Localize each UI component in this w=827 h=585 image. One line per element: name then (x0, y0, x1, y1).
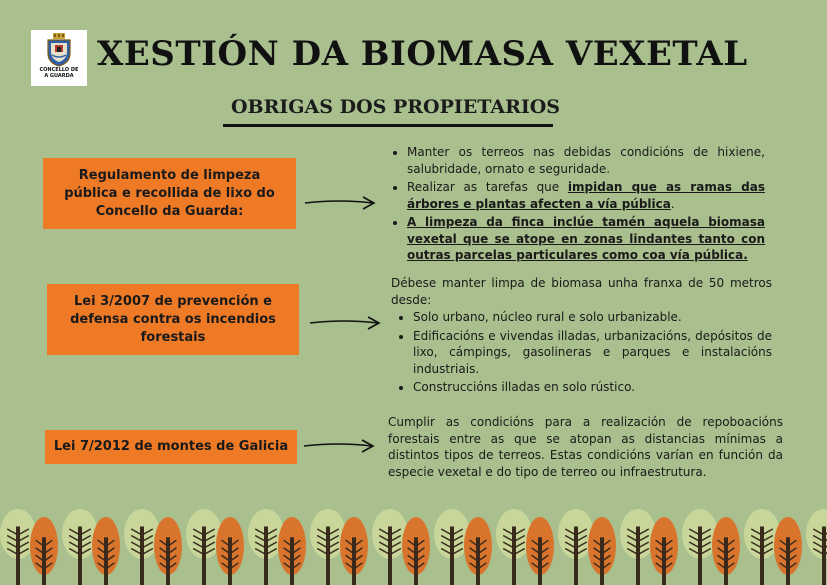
tree-icon (712, 517, 740, 585)
list-item: • Construccións illadas en solo rústico. (413, 379, 772, 396)
list-item: • A limpeza da finca inclúe tamén aquela biomasa vexetal que se atope en zonas lindantes tanto con outras parcelas particulares como coa vía pública. (407, 214, 765, 264)
page-subtitle: OBRIGAS DOS PROPIETARIOS (231, 96, 561, 118)
tree-icon (774, 517, 802, 585)
tree-icon (154, 517, 182, 585)
logo-text-line2: A GUARDA (44, 73, 74, 79)
law-box-lei-3-2007: Lei 3/2007 de prevención e defensa contra os incendios forestais (47, 284, 299, 355)
tree-icon (526, 517, 554, 585)
tree-icon (464, 517, 492, 585)
tree-icon (340, 517, 368, 585)
law-box-regulamento: Regulamento de limpeza pública e recollida de lixo do Concello da Guarda: (43, 158, 296, 229)
tree-icon (650, 517, 678, 585)
list-item: • Edificacións e vivendas illadas, urbanizacións, depósitos de lixo, cámpings, gasolineras e parques e instalacións industriais. (413, 328, 772, 378)
tree-icon (278, 517, 306, 585)
page-title: XESTIÓN DA BIOMASA VEXETAL (97, 34, 748, 74)
tree-icon (216, 517, 244, 585)
coat-of-arms-icon (46, 33, 72, 67)
tree-icon (30, 517, 58, 585)
arrow-right-icon (302, 438, 376, 454)
tree-icon (806, 509, 827, 585)
subtitle-underline (223, 124, 553, 127)
lei-7-2012-obligations: Cumplir as condicións para a realización de repoboacións forestais entre as que se atopan as distancias mínimas a distintos tipos de terreos. Estas condicións varían en función da especie vexetal e do tipo de terreo ou infraestrutura. (388, 415, 783, 479)
lei-3-2007-obligations (391, 275, 772, 398)
arrow-right-icon (308, 315, 382, 331)
list-item: • Solo urbano, núcleo rural e solo urbanizable. (413, 309, 772, 326)
list-item: • Manter os terreos nas debidas condicións de hixiene, salubridade, ornato e seguridade. (407, 144, 765, 177)
list-item: • Realizar as tarefas que impidan que as ramas das árbores e plantas afecten a vía pública. (407, 179, 765, 212)
forest-illustration (0, 505, 827, 585)
concello-logo (31, 30, 87, 86)
intro-text: Débese manter limpa de biomasa unha franxa de 50 metros desde: (391, 276, 772, 307)
logo-text-line1: CONCELLO DE (39, 67, 79, 73)
tree-icon (588, 517, 616, 585)
arrow-right-icon (303, 195, 377, 211)
law-box-lei-7-2012: Lei 7/2012 de montes de Galicia (45, 430, 297, 464)
tree-icon (402, 517, 430, 585)
tree-icon (92, 517, 120, 585)
regulamento-obligations (391, 144, 765, 266)
